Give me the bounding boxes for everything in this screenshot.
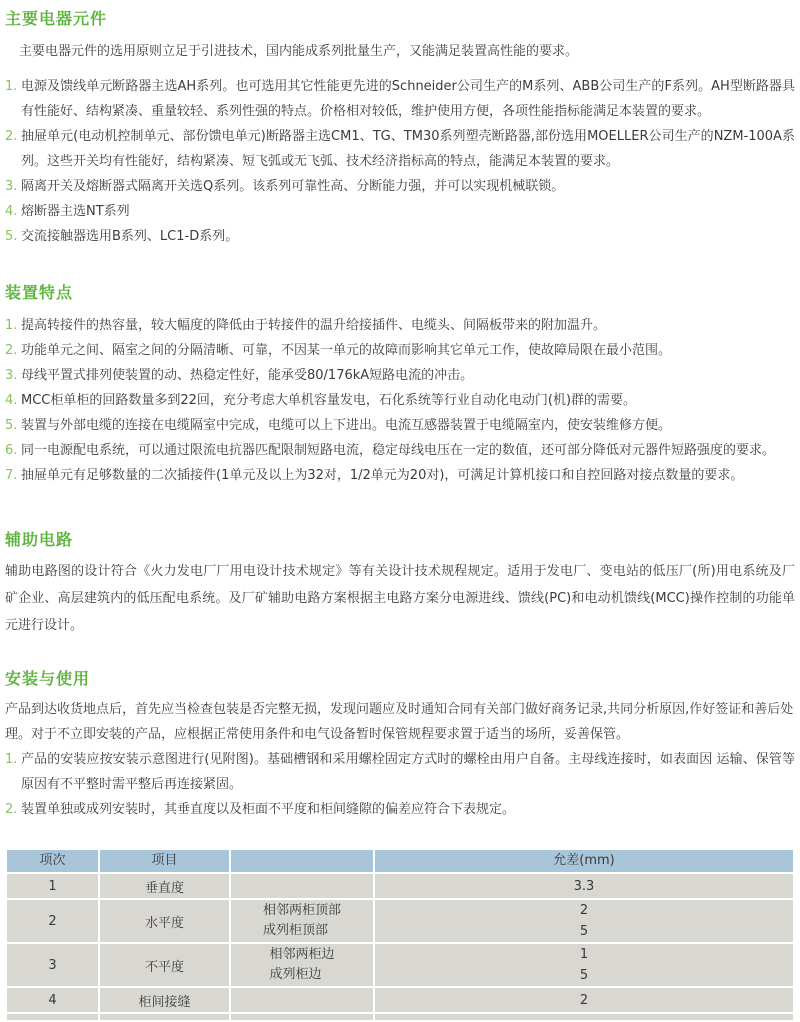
list-text: 提高转接件的热容量，较大幅度的降低由于转接件的温升给接插件、电缆头、间隔板带来的附加温升。: [21, 318, 607, 333]
cell-tolerance: [375, 944, 793, 986]
list-item: [5, 438, 795, 463]
cell-sub: [231, 900, 373, 942]
cell-no: 3: [7, 944, 98, 986]
list-item: [5, 747, 795, 797]
list-text: MCC柜单柜的回路数量多到22回，充分考虑大单机容量发电，石化系统等行业自动化电动门(机)群的需要。: [21, 393, 637, 408]
section-title-installation-use: 安装与使用: [5, 669, 91, 688]
list-item: [5, 199, 795, 224]
list-number: 5.: [5, 418, 18, 433]
section-device-features: [5, 283, 795, 488]
section-title-main-components: 主要电器元件: [5, 9, 108, 28]
list-item: [5, 413, 795, 438]
table-row-cutoff: [7, 1014, 793, 1020]
section-title-auxiliary-circuit: 辅助电路: [5, 530, 74, 549]
list-item: [5, 388, 795, 413]
list-text: 抽屉单元有足够数量的二次插接件(1单元及以上为32对，1/2单元为20对)，可满足计算机接口和自控回路对接点数量的要求。: [21, 468, 744, 483]
section-auxiliary-circuit: [5, 530, 795, 639]
table-row: [7, 900, 793, 942]
list-text: 装置单独或成列安装时，其垂直度以及柜面不平度和柜间缝隙的偏差应符合下表规定。: [21, 802, 516, 817]
list-text: 交流接触器选用B系列、LC1-D系列。: [21, 229, 239, 244]
list-item: [5, 224, 795, 249]
list-number: 2.: [5, 802, 18, 817]
list-item: [5, 74, 795, 124]
list-number: 1.: [5, 752, 18, 767]
list-text: 装置与外部电缆的连接在电缆隔室中完成，电缆可以上下进出。电流互感器装置于电缆隔室内，使安装维修方便。: [21, 418, 672, 433]
cell-item: 水平度: [100, 900, 229, 942]
cell-item: 不平度: [100, 944, 229, 986]
list-text: 产品的安装应按安装示意图进行(见附图)。基础槽钢和采用螺栓固定方式时的螺栓由用户自备。主母线连接时，如表面因 运输、保管等原因有不平整时需平整后再连接紧固。: [21, 752, 795, 792]
cell-item: 垂直度: [100, 874, 229, 898]
list-number: 3.: [5, 368, 18, 383]
list-text: 熔断器主选NT系列: [21, 204, 130, 219]
table-header-no: 项次: [7, 850, 98, 872]
list-text: 隔离开关及熔断器式隔离开关选Q系列。该系列可靠性高、分断能力强，并可以实现机械联锁。: [21, 179, 565, 194]
cell-no: 2: [7, 900, 98, 942]
cell-sub-line1: 相邻两柜顶部: [262, 903, 341, 918]
list-number: 6.: [5, 443, 18, 458]
list-item: [5, 313, 795, 338]
tolerance-table: [5, 848, 795, 1022]
list-number: 4.: [5, 393, 18, 408]
cell-sub: [231, 874, 373, 898]
list-number: 1.: [5, 79, 18, 94]
list-text: 功能单元之间、隔室之间的分隔清晰、可靠，不因某一单元的故障而影响其它单元工作，使故障局限在最小范围。: [21, 343, 672, 358]
section4-list: [5, 747, 795, 822]
list-text: 母线平置式排列使装置的动、热稳定性好，能承受80/176kA短路电流的冲击。: [21, 368, 474, 383]
list-number: 2.: [5, 343, 18, 358]
section2-list: [5, 313, 795, 488]
list-item: [5, 363, 795, 388]
list-item: [5, 124, 795, 174]
section3-paragraph: 辅助电路图的设计符合《火力发电厂厂用电设计技术规定》等有关设计技术规程规定。适用于发电厂、变电站的低压厂(所)用电系统及厂矿企业、高层建筑内的低压配电系统。及厂矿辅助电路方案根据主电路方案分电源进线、馈线(PC)和电动机馈线(MCC)操作控制的功能单元进行设计。: [5, 564, 795, 633]
list-text: 抽屉单元(电动机控制单元、部份馈电单元)断路器主选CM1、TG、TM30系列塑壳断路器,部份选用MOELLER公司生产的NZM-100A系列。这些开关均有性能好，结构紧凑、短飞弧或无飞弧、技术经济指标高的特点，能满足本装置的要求。: [21, 129, 795, 169]
table-header-tolerance: 允差(mm): [375, 850, 793, 872]
table-row: [7, 874, 793, 898]
list-item: [5, 174, 795, 199]
cell-item: 柜间接缝: [100, 988, 229, 1012]
cell-sub-line1: 相邻两柜边: [269, 947, 335, 962]
list-number: 3.: [5, 179, 18, 194]
cell-sub: [231, 988, 373, 1012]
section-installation-use: [5, 669, 795, 822]
list-number: 1.: [5, 318, 18, 333]
section4-paragraph: 产品到达收货地点后，首先应当检查包装是否完整无损，发现问题应及时通知合同有关部门做好商务记录,共同分析原因,作好签证和善后处理。对于不立即安装的产品，应根据正常使用条件和电气设备暂时保管规程要求置于适当的场所，妥善保管。: [5, 702, 794, 742]
table-header-item: 项目: [100, 850, 229, 872]
cell-tolerance-line1: 2: [579, 903, 589, 918]
cell-no: 4: [7, 988, 98, 1012]
list-text: 电源及馈线单元断路器主选AH系列。也可选用其它性能更先进的Schneider公司生产的M系列、ABB公司生产的F系列。AH型断路器具有性能好、结构紧凑、重量较轻、系列性强的特点。价格相对较低，维护使用方便，各项性能指标能满足本装置的要求。: [21, 79, 795, 119]
list-number: 4.: [5, 204, 18, 219]
table-row: [7, 988, 793, 1012]
cell-tolerance: 2: [375, 988, 793, 1012]
table-header-row: [7, 850, 793, 872]
list-text: 同一电源配电系统，可以通过限流电抗器匹配限制短路电流，稳定母线电压在一定的数值，还可部分降低对元器件短路强度的要求。: [21, 443, 776, 458]
section-main-components: [5, 9, 795, 249]
list-number: 7.: [5, 468, 18, 483]
list-item: [5, 338, 795, 363]
list-number: 5.: [5, 229, 18, 244]
list-item: [5, 463, 795, 488]
cell-sub-line2: 成列柜顶部: [262, 923, 328, 938]
list-item: [5, 797, 795, 822]
cell-sub: [231, 944, 373, 986]
cell-tolerance-line1: 1: [579, 947, 589, 962]
cell-tolerance: [375, 900, 793, 942]
list-number: 2.: [5, 129, 18, 144]
cell-tolerance: 3.3: [375, 874, 793, 898]
cell-tolerance-line2: 5: [579, 924, 589, 939]
cell-tolerance-line2: 5: [579, 968, 589, 983]
table-row: [7, 944, 793, 986]
section1-intro: 主要电器元件的选用原则立足于引进技术，国内能成系列批量生产，又能满足装置高性能的要求。: [19, 44, 579, 59]
table-header-sub: [231, 850, 373, 872]
section1-list: [5, 74, 795, 249]
section-title-device-features: 装置特点: [5, 283, 74, 302]
cell-no: 1: [7, 874, 98, 898]
cell-sub-line2: 成列柜边: [269, 967, 322, 982]
